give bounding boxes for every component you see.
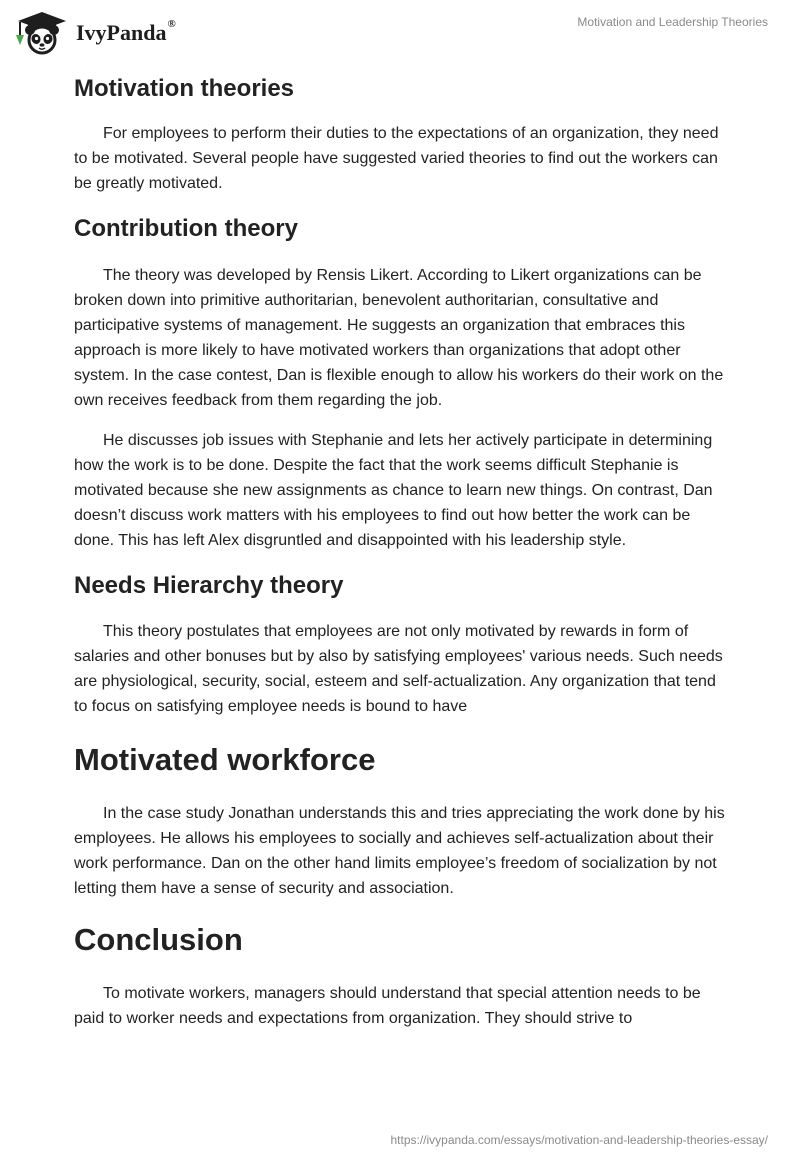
section-motivated-workforce <box>74 737 728 901</box>
section-heading: Needs Hierarchy theory <box>74 572 344 599</box>
paragraph: This theory postulates that employees are not only motivated by rewards in form of salaries and other bonuses but by also by satisfying employees' various needs. Such needs are physiological, security, social, esteem and self-actualization. Any organization that tend to focus on satisfying employee needs is bound to have <box>74 623 723 715</box>
document-title: Motivation and Leadership Theories <box>577 15 768 29</box>
section-needs-hierarchy-theory <box>74 567 728 719</box>
paragraph: In the case study Jonathan understands this and tries appreciating the work done by his employees. He allows his employees to socially and achieves self-actualization about their work performance. Dan on the other hand limits employee’s freedom of socialization by not letting them have a sense of security and association. <box>74 805 725 897</box>
section-heading: Motivation theories <box>74 75 295 102</box>
section-contribution-theory <box>74 210 728 553</box>
panda-graduate-icon <box>14 9 72 55</box>
paragraph: He discusses job issues with Stephanie and lets her actively participate in determining how the work is to be done. Despite the fact that the work seems difficult Stephanie is motivated because she new assignments as chance to learn new things. On contrast, Dan doesn’t discuss work matters with his employees to find out how better the work can be done. This has left Alex disgruntled and disappointed with his leadership style. <box>74 432 713 549</box>
paragraph: The theory was developed by Rensis Likert. According to Likert organizations can be broken down into primitive authoritarian, benevolent authoritarian, consultative and participative systems of management. He suggests an organization that embraces this approach is more likely to have motivated workers than organizations that adopt other system. In the case contest, Dan is flexible enough to allow his workers do their work on the own receives feedback from them regarding the job. <box>74 267 724 409</box>
paragraph: For employees to perform their duties to the expectations of an organization, they need to be motivated. Several people have suggested varied theories to find out the workers can be greatly motivated. <box>74 125 719 192</box>
ivypanda-logo[interactable] <box>14 9 234 55</box>
paragraph: To motivate workers, managers should understand that special attention needs to be paid to worker needs and expectations from organization. They should strive to <box>74 985 701 1027</box>
section-heading: Motivated workforce <box>74 742 376 777</box>
page-header <box>0 0 800 60</box>
source-url[interactable]: https://ivypanda.com/essays/motivation-and-leadership-theories-essay/ <box>390 1133 768 1147</box>
essay-content <box>74 70 728 1031</box>
section-conclusion <box>74 917 728 1031</box>
section-heading: Contribution theory <box>74 215 298 242</box>
section-motivation-theories <box>74 70 728 196</box>
section-heading: Conclusion <box>74 922 243 957</box>
logo-wordmark: IvyPanda® <box>76 18 176 45</box>
